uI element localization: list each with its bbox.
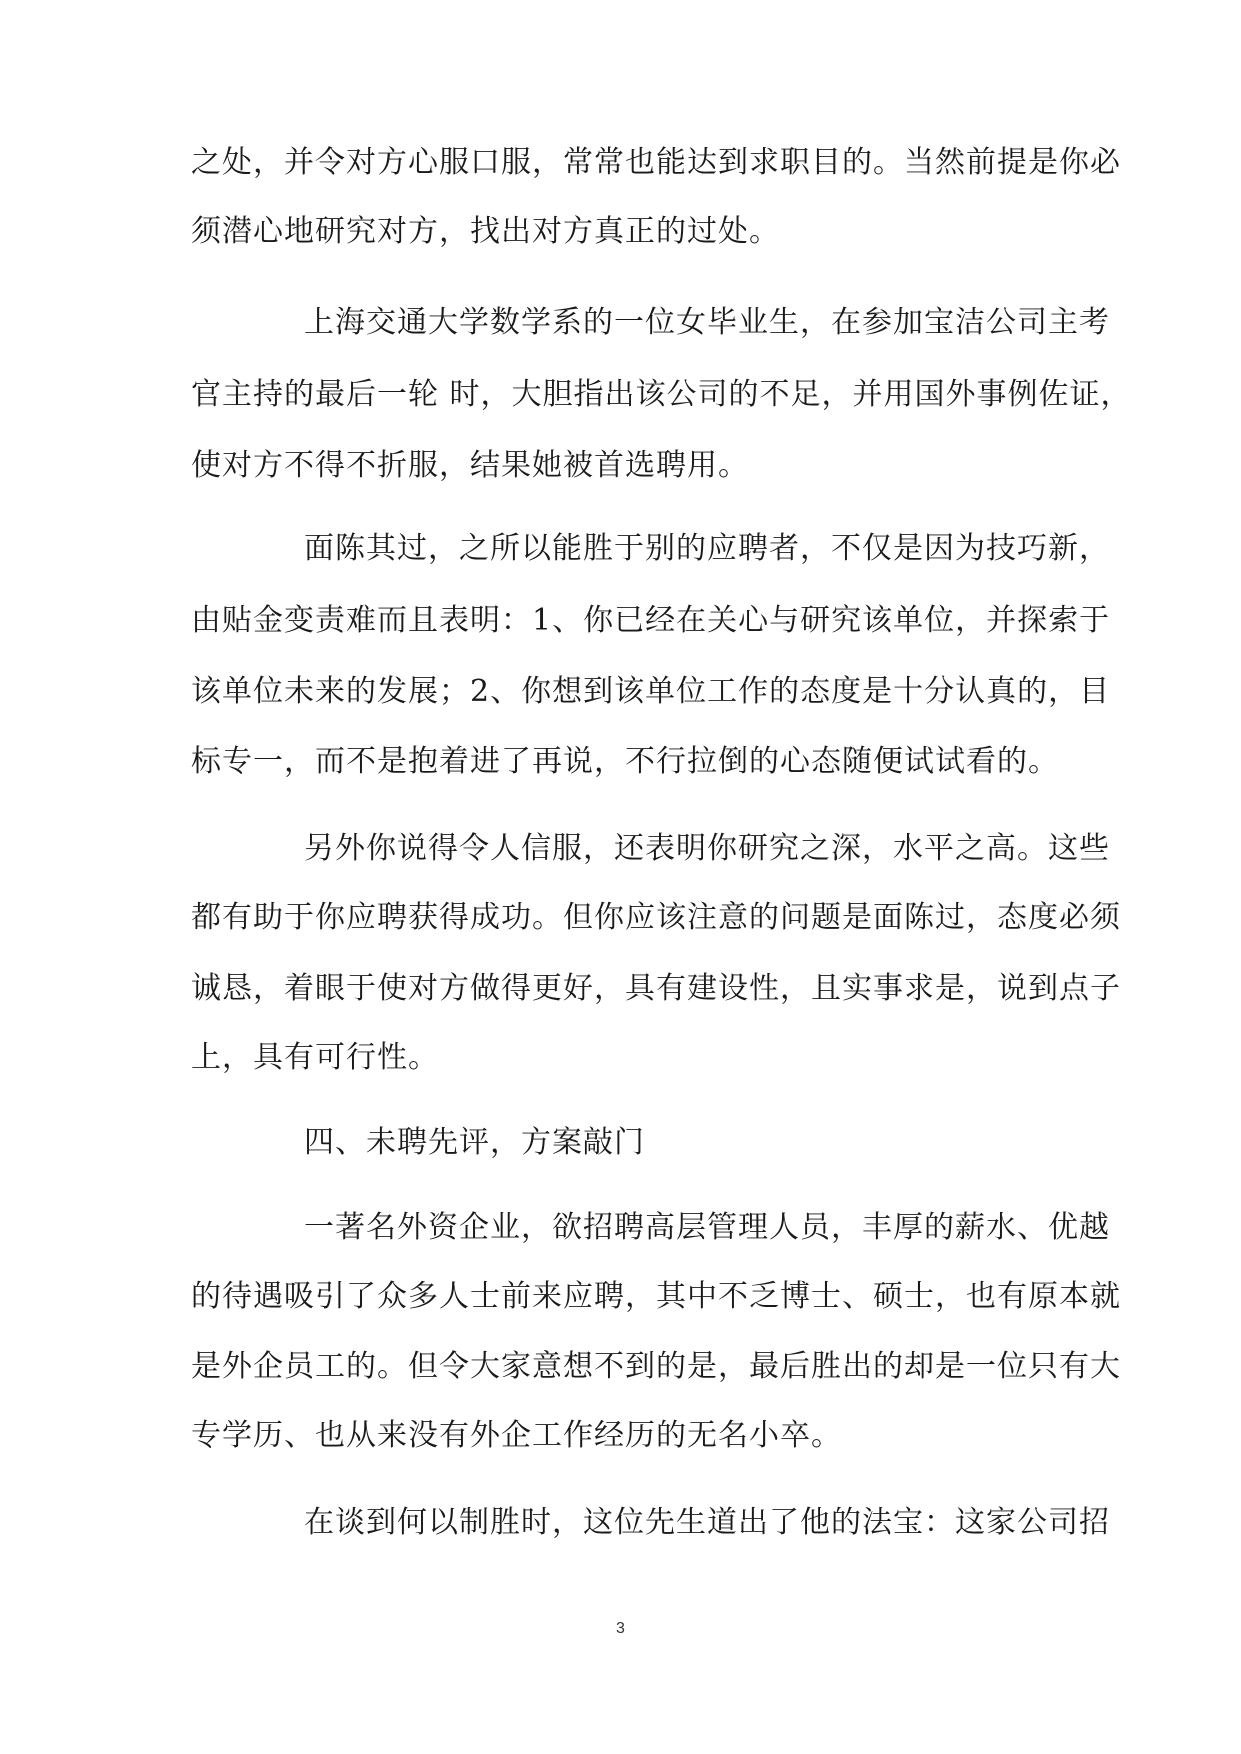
text-line: 是外企员工的。但令大家意想不到的是，最后胜出的却是一位只有大 [191,1349,1121,1384]
paragraph-start-line: 在谈到何以制胜时，这位先生道出了他的法宝：这家公司招 [304,1505,1110,1540]
paragraph-start-line: 面陈其过，之所以能胜于别的应聘者，不仅是因为技巧新， [304,531,1110,566]
paragraph-start-line: 一著名外资企业，欲招聘高层管理人员，丰厚的薪水、优越 [304,1210,1110,1245]
text-line: 上，具有可行性。 [191,1040,439,1075]
text-line: 官主持的最后一轮 时，大胆指出该公司的不足，并用国外事例佐证， [191,377,1132,412]
text-line: 之处，并令对方心服口服，常常也能达到求职目的。当然前提是你必 [191,145,1121,180]
paragraph-start-line: 上海交通大学数学系的一位女毕业生，在参加宝洁公司主考 [304,305,1110,340]
text-line: 使对方不得不折服，结果她被首选聘用。 [191,448,749,483]
text-line: 标专一，而不是抱着进了再说，不行拉倒的心态随便试试看的。 [191,744,1059,779]
text-line: 诚恳，着眼于使对方做得更好，具有建设性，且实事求是，说到点子 [191,971,1121,1006]
text-line: 的待遇吸引了众多人士前来应聘，其中不乏博士、硕士，也有原本就 [191,1279,1121,1314]
text-line: 都有助于你应聘获得成功。但你应该注意的问题是面陈过，态度必须 [191,900,1121,935]
page-number: 3 [616,1620,625,1637]
text-line: 专学历、也从来没有外企工作经历的无名小卒。 [191,1418,842,1453]
paragraph-start-line: 另外你说得令人信服，还表明你研究之深，水平之高。这些 [304,831,1110,866]
text-line: 由贴金变责难而且表明：1、你已经在关心与研究该单位，并探索于 [191,603,1111,638]
text-line: 须潜心地研究对方，找出对方真正的过处。 [191,214,780,249]
section-heading: 四、未聘先评，方案敲门 [304,1125,645,1160]
text-line: 该单位未来的发展；2、你想到该单位工作的态度是十分认真的，目 [191,674,1111,709]
